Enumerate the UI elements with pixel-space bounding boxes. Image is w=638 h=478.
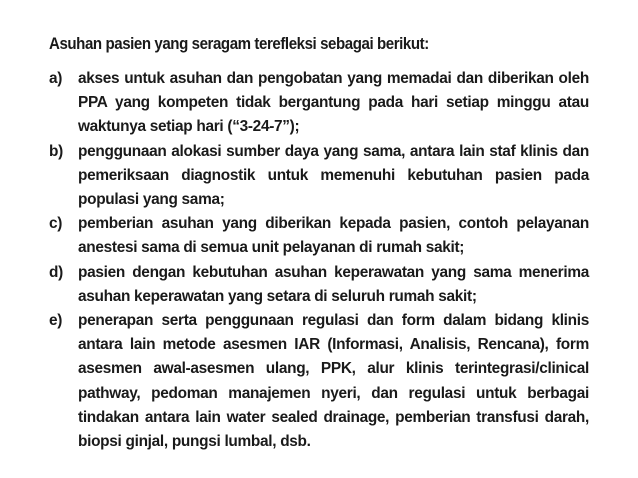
document-heading: Asuhan pasien yang seragam terefleksi sebagai berikut: [49,35,429,53]
document-body [49,33,589,454]
list-item-text: penerapan serta penggunaan regulasi dan form dalam bidang klinis antara lain metode asesmen IAR (Informasi, Analisis, Rencana), form asesmen awal-asesmen ulang, PPK, alur klinis terintegrasi/clinical pathway, pedoman manajemen nyeri, dan regulasi untuk berbagai tindakan antara lain water sealed drainage, pemberian transfusi darah, biopsi ginjal, pungsi lumbal, dsb. [78,312,589,451]
list-marker: b) [49,142,63,160]
list-item-text: pasien dengan kebutuhan asuhan keperawatan yang sama menerima asuhan keperawatan yang setara di seluruh rumah sakit; [78,263,589,305]
list-item-text: akses untuk asuhan dan pengobatan yang memadai dan diberikan oleh PPA yang kompeten tidak bergantung pada hari setiap minggu atau waktunya setiap hari (“3-24-7”); [78,70,589,136]
list-item-text: pemberian asuhan yang diberikan kepada pasien, contoh pelayanan anestesi sama di semua unit pelayanan di rumah sakit; [78,215,589,257]
list-item-text: penggunaan alokasi sumber daya yang sama, antara lain staf klinis dan pemeriksaan diagnostik untuk memenuhi kebutuhan pasien pada populasi yang sama; [78,142,589,209]
list-item-a [49,67,589,140]
criteria-list [49,67,589,454]
list-marker: a) [49,70,63,87]
list-marker: d) [49,263,63,281]
list-item-c [49,212,589,260]
list-item-e [49,309,589,454]
list-item-b [49,140,589,213]
list-item-d [49,261,589,309]
list-marker: c) [49,215,63,233]
list-marker: e) [49,312,63,330]
